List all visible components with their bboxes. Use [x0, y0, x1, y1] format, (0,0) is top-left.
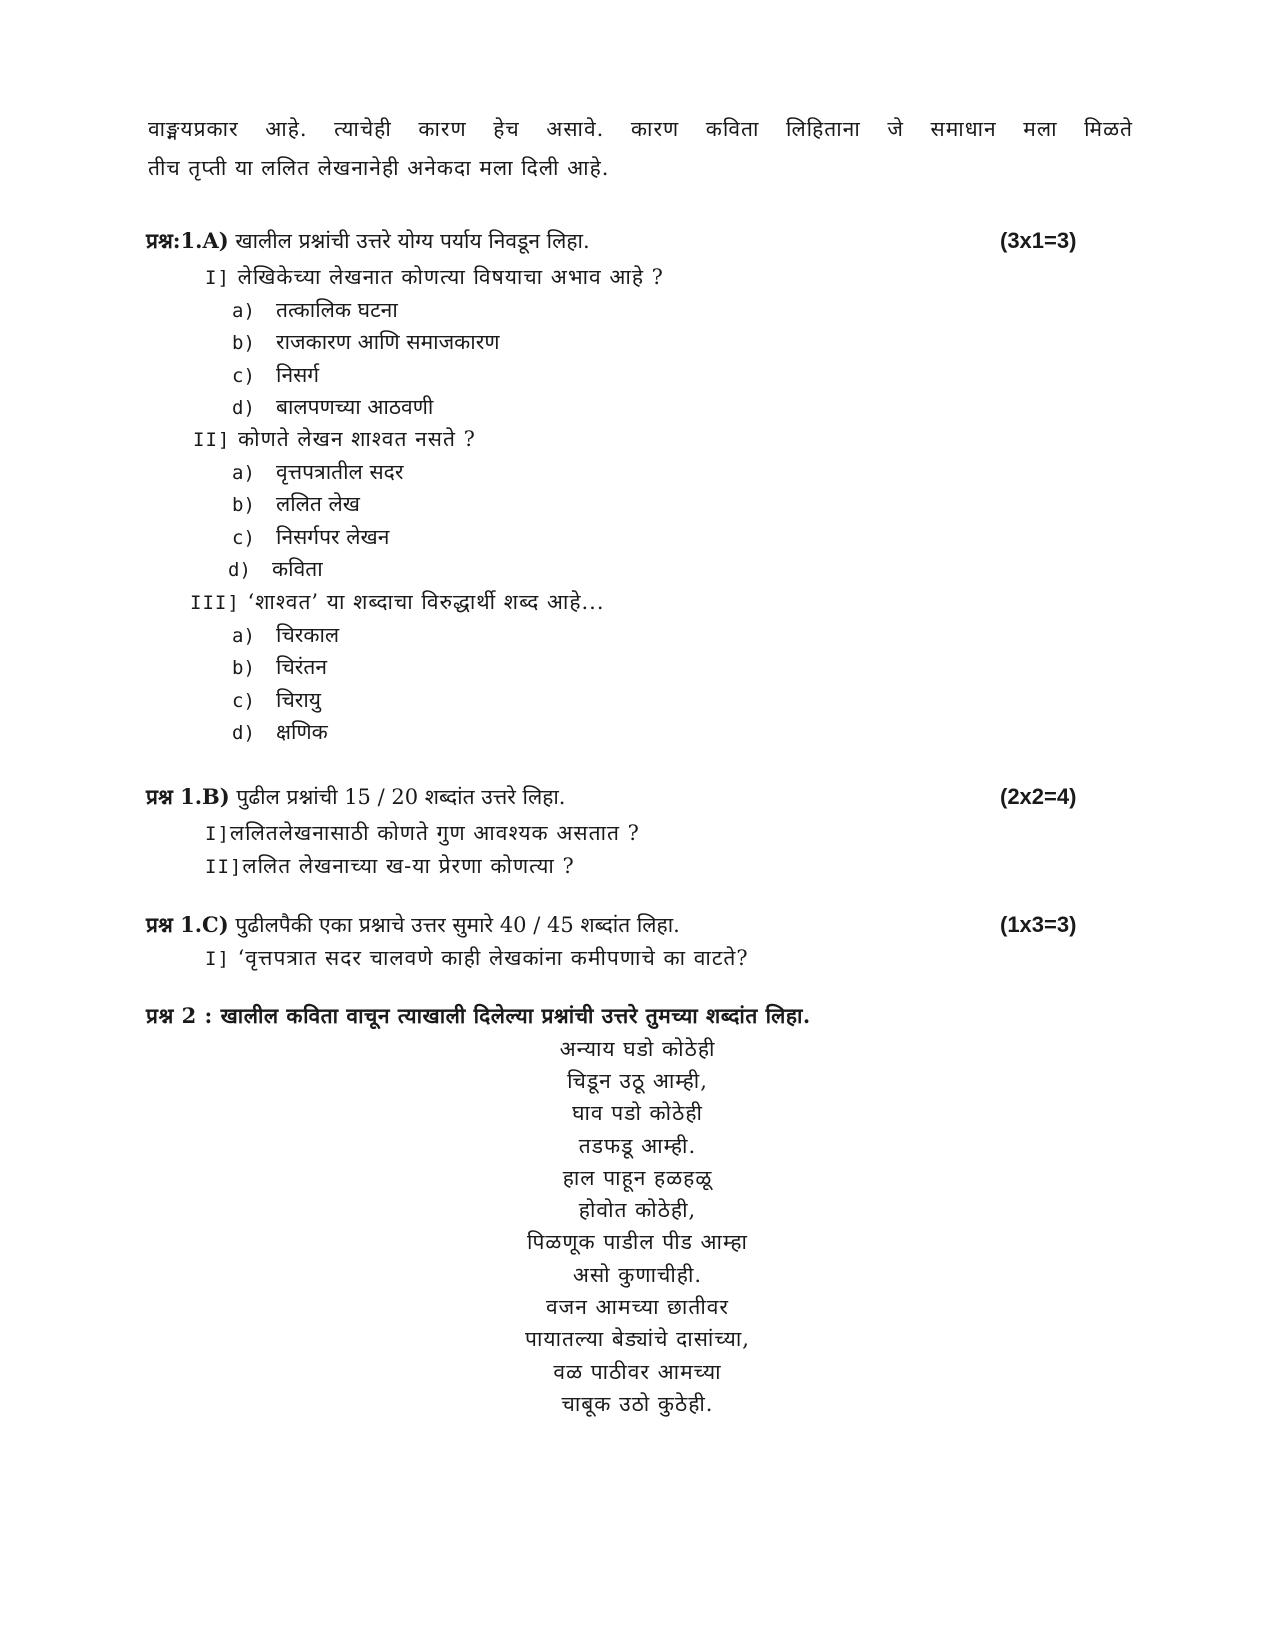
- intro-line-1: वाङ्मयप्रकार आहे. त्याचेही कारण हेच असावे. कारण कविता लिहिताना जे समाधान मला मिळते: [148, 117, 1133, 141]
- q1b-question-2: [205, 851, 575, 882]
- poem-line: होवोत कोठेही,: [578, 1198, 697, 1222]
- option-text: राजकारण आणि समाजकारण: [276, 330, 500, 354]
- q1a-marks: (3x1=3): [1000, 228, 1077, 253]
- q1b-question-1: [205, 818, 640, 849]
- option-item: [232, 327, 500, 358]
- option-text: तत्कालिक घटना: [276, 298, 398, 322]
- option-item: [232, 489, 360, 520]
- question-text: लेखिकेच्या लेखनात कोणत्या विषयाचा अभाव आहे ?: [237, 265, 664, 289]
- question-text: ललित लेखनाच्या ख-या प्रेरणा कोणत्या ?: [242, 854, 575, 878]
- question-text: ‘शाश्वत’ या शब्दाचा विरुद्धार्थी शब्द आहे...: [247, 590, 605, 614]
- poem-line: चाबूक उठो कुठेही.: [561, 1392, 714, 1416]
- q1c-marks: (1x3=3): [1000, 912, 1077, 937]
- q1a-heading: [146, 226, 590, 256]
- q1a-question-1: [205, 262, 664, 293]
- q1c-heading: [146, 910, 680, 940]
- q1a-instruction: खालील प्रश्नांची उत्तरे योग्य पर्याय निवडून लिहा.: [235, 229, 590, 253]
- option-key: d): [228, 559, 251, 581]
- option-key: d): [232, 397, 255, 419]
- q1a-question-2: [193, 424, 476, 455]
- question-number: III]: [190, 592, 240, 614]
- intro-line-2: तीच तृप्ती या ललित लेखनानेही अनेकदा मला दिली आहे.: [148, 156, 610, 180]
- option-item: [232, 522, 389, 553]
- option-text: क्षणिक: [276, 720, 328, 744]
- poem-line: चिडून उठू आम्ही,: [567, 1069, 708, 1093]
- poem-line: वजन आमच्या छातीवर: [545, 1295, 730, 1319]
- option-text: निसर्ग: [276, 363, 320, 387]
- question-number: I]: [205, 823, 230, 845]
- q1a-question-3: [190, 587, 605, 618]
- option-text: चिरंतन: [276, 655, 327, 679]
- option-key: b): [232, 657, 255, 679]
- option-key: a): [232, 462, 255, 484]
- poem-line: वळ पाठीवर आमच्या: [553, 1360, 722, 1384]
- option-item: [232, 295, 398, 326]
- option-key: a): [232, 625, 255, 647]
- option-item: [232, 457, 403, 488]
- option-item: [232, 620, 339, 651]
- option-key: b): [232, 494, 255, 516]
- option-item: [232, 652, 327, 683]
- option-key: c): [232, 365, 255, 387]
- option-item: [228, 554, 323, 585]
- q1b-heading: [146, 782, 565, 812]
- option-text: बालपणच्या आठवणी: [276, 395, 434, 419]
- option-key: c): [232, 690, 255, 712]
- option-text: वृत्तपत्रातील सदर: [276, 460, 404, 484]
- option-item: [232, 685, 321, 716]
- q1b-instruction: पुढील प्रश्नांची 15 / 20 शब्दांत उत्तरे लिहा.: [236, 785, 566, 809]
- poem-line: तडफडू आम्ही.: [578, 1134, 697, 1158]
- q1b-marks: (2x2=4): [1000, 784, 1077, 809]
- option-key: d): [232, 722, 255, 744]
- option-text: चिरायु: [276, 688, 321, 712]
- question-number: II]: [205, 856, 243, 878]
- option-key: b): [232, 332, 255, 354]
- poem-line: हाल पाहून हळहळू: [562, 1166, 713, 1190]
- option-text: कविता: [272, 557, 323, 581]
- question-text: ‘वृत्तपत्रात सदर चालवणे काही लेखकांना कमीपणाचे का वाटते?: [237, 946, 749, 970]
- question-number: I]: [205, 948, 230, 970]
- question-text: ललितलेखनासाठी कोणते गुण आवश्यक असतात ?: [229, 821, 640, 845]
- poem-line: अन्याय घडो कोठेही: [559, 1037, 716, 1061]
- option-item: [232, 717, 328, 748]
- option-text: ललित लेख: [276, 492, 360, 516]
- option-text: निसर्गपर लेखन: [276, 525, 390, 549]
- option-item: [232, 360, 319, 391]
- question-text: कोणते लेखन शाश्वत नसते ?: [238, 427, 476, 451]
- q1a-label: प्रश्न:1.A): [146, 228, 229, 253]
- option-key: a): [232, 300, 255, 322]
- q1c-instruction: पुढीलपैकी एका प्रश्नाचे उत्तर सुमारे 40 / 45 शब्दांत लिहा.: [235, 913, 680, 937]
- q1c-label: प्रश्न 1.C): [146, 912, 229, 937]
- option-text: चिरकाल: [276, 623, 340, 647]
- q1c-question-1: [205, 943, 749, 974]
- question-number: I]: [205, 267, 230, 289]
- option-item: [232, 392, 433, 423]
- q1b-label: प्रश्न 1.B): [146, 784, 230, 809]
- poem-line: असो कुणाचीही.: [572, 1263, 703, 1287]
- poem-line: घाव पडो कोठेही: [572, 1101, 703, 1125]
- question-number: II]: [193, 429, 231, 451]
- option-key: c): [232, 527, 255, 549]
- poem-line: पायातल्या बेड्यांचे दासांच्या,: [525, 1327, 750, 1351]
- q2-heading: प्रश्न 2 : खालील कविता वाचून त्याखाली दिलेल्या प्रश्नांची उत्तरे तुमच्या शब्दांत लिहा.: [146, 1003, 811, 1028]
- poem-line: पिळणूक पाडील पीड आम्हा: [527, 1230, 748, 1254]
